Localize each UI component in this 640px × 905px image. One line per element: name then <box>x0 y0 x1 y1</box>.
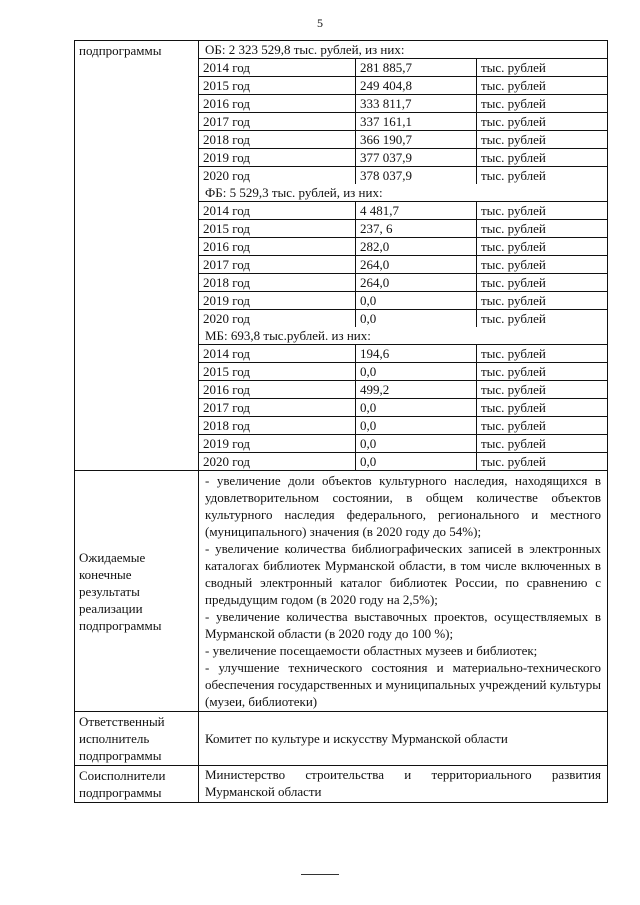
expected-results-label: Ожидаемые конечные результаты реализации подпрограммы <box>75 471 199 712</box>
coexecutors-value: Министерство строительства и территориального развития Мурманской области <box>205 767 601 799</box>
funding-year-row <box>199 113 607 131</box>
amount-cell: 264,0 <box>356 274 477 292</box>
funding-year-row <box>199 417 607 435</box>
amount-cell: 377 037,9 <box>356 149 477 167</box>
amount-cell: 337 161,1 <box>356 113 477 131</box>
funding-year-row <box>199 167 607 185</box>
amount-cell: 264,0 <box>356 256 477 274</box>
coexecutors-label: Соисполнители подпрограммы <box>75 766 199 803</box>
unit-cell: тыс. рублей <box>477 238 608 256</box>
unit-cell: тыс. рублей <box>477 220 608 238</box>
amount-cell: 0,0 <box>356 453 477 471</box>
funding-year-row <box>199 345 607 363</box>
funding-section-title: МБ: 693,8 тыс.рублей. из них: <box>205 328 371 343</box>
unit-cell: тыс. рублей <box>477 363 608 381</box>
page-number: 5 <box>317 16 323 30</box>
amount-cell: 378 037,9 <box>356 167 477 185</box>
year-cell: 2015 год <box>199 77 356 95</box>
funding-years-table <box>199 58 607 184</box>
unit-cell: тыс. рублей <box>477 310 608 328</box>
year-cell: 2015 год <box>199 363 356 381</box>
unit-cell: тыс. рублей <box>477 202 608 220</box>
funding-year-row <box>199 59 607 77</box>
unit-cell: тыс. рублей <box>477 77 608 95</box>
amount-cell: 333 811,7 <box>356 95 477 113</box>
funding-year-row <box>199 131 607 149</box>
amount-cell: 0,0 <box>356 435 477 453</box>
year-cell: 2014 год <box>199 345 356 363</box>
funding-year-row <box>199 310 607 328</box>
unit-cell: тыс. рублей <box>477 274 608 292</box>
expected-result-item: - увеличение количества выставочных проектов, осуществляемых в Мурманской области (в 2020 году до 100 %); <box>205 609 601 641</box>
funding-year-row <box>199 149 607 167</box>
bottom-rule <box>301 874 339 875</box>
funding-years-table <box>199 344 607 470</box>
expected-result-item: - увеличение доли объектов культурного наследия, находящихся в удовлетворительном состоянии, в общем количестве объектов культурного наследия федерального, регионального и местного (муниципального) значения (в 2020 году до 54%); <box>205 473 601 539</box>
year-cell: 2020 год <box>199 167 356 185</box>
amount-cell: 499,2 <box>356 381 477 399</box>
funding-year-row <box>199 274 607 292</box>
unit-cell: тыс. рублей <box>477 167 608 185</box>
year-cell: 2018 год <box>199 274 356 292</box>
funding-sections <box>199 41 607 470</box>
unit-cell: тыс. рублей <box>477 113 608 131</box>
year-cell: 2020 год <box>199 310 356 328</box>
year-cell: 2014 год <box>199 59 356 77</box>
funding-year-row <box>199 381 607 399</box>
coexecutors-row <box>75 766 608 803</box>
year-cell: 2017 год <box>199 113 356 131</box>
year-cell: 2015 год <box>199 220 356 238</box>
funding-year-row <box>199 256 607 274</box>
subprogram-passport-table <box>74 40 608 803</box>
funding-year-row <box>199 202 607 220</box>
funding-cell <box>199 41 608 471</box>
funding-year-row <box>199 238 607 256</box>
amount-cell: 0,0 <box>356 292 477 310</box>
year-cell: 2018 год <box>199 131 356 149</box>
funding-year-row <box>199 399 607 417</box>
amount-cell: 0,0 <box>356 310 477 328</box>
funding-year-row <box>199 363 607 381</box>
funding-years-table <box>199 201 607 327</box>
year-cell: 2017 год <box>199 256 356 274</box>
amount-cell: 282,0 <box>356 238 477 256</box>
expected-result-item: - увеличение посещаемости областных музеев и библиотек; <box>205 643 538 658</box>
year-cell: 2019 год <box>199 149 356 167</box>
expected-results-cell <box>199 471 608 712</box>
funding-year-row <box>199 453 607 471</box>
expected-results-list <box>199 471 607 711</box>
responsible-row <box>75 712 608 766</box>
unit-cell: тыс. рублей <box>477 399 608 417</box>
year-cell: 2019 год <box>199 435 356 453</box>
funding-row <box>75 41 608 471</box>
year-cell: 2016 год <box>199 381 356 399</box>
funding-year-row <box>199 292 607 310</box>
unit-cell: тыс. рублей <box>477 453 608 471</box>
amount-cell: 249 404,8 <box>356 77 477 95</box>
responsible-value: Комитет по культуре и искусству Мурманской области <box>205 731 508 746</box>
amount-cell: 237, 6 <box>356 220 477 238</box>
responsible-cell <box>199 712 608 766</box>
funding-year-row <box>199 220 607 238</box>
expected-result-item: - увеличение количества библиографических записей в электронных каталогах библиотек Мурманской области, в том числе включенных в сводный электронный каталог библиотек России, по сравнению с предыдущим годом (в 2020 году на 2,5%); <box>205 541 601 607</box>
unit-cell: тыс. рублей <box>477 292 608 310</box>
year-cell: 2017 год <box>199 399 356 417</box>
coexecutors-cell <box>199 766 608 803</box>
year-cell: 2016 год <box>199 95 356 113</box>
responsible-label: Ответственный исполнитель подпрограммы <box>75 712 199 766</box>
year-cell: 2016 год <box>199 238 356 256</box>
funding-label: подпрограммы <box>75 41 199 471</box>
unit-cell: тыс. рублей <box>477 345 608 363</box>
funding-section-title: ФБ: 5 529,3 тыс. рублей, из них: <box>205 185 383 200</box>
amount-cell: 281 885,7 <box>356 59 477 77</box>
year-cell: 2014 год <box>199 202 356 220</box>
year-cell: 2020 год <box>199 453 356 471</box>
amount-cell: 0,0 <box>356 363 477 381</box>
unit-cell: тыс. рублей <box>477 149 608 167</box>
funding-year-row <box>199 435 607 453</box>
unit-cell: тыс. рублей <box>477 381 608 399</box>
amount-cell: 4 481,7 <box>356 202 477 220</box>
unit-cell: тыс. рублей <box>477 417 608 435</box>
funding-section-title: ОБ: 2 323 529,8 тыс. рублей, из них: <box>205 42 405 57</box>
unit-cell: тыс. рублей <box>477 435 608 453</box>
year-cell: 2019 год <box>199 292 356 310</box>
unit-cell: тыс. рублей <box>477 95 608 113</box>
funding-year-row <box>199 95 607 113</box>
expected-results-row <box>75 471 608 712</box>
funding-year-row <box>199 77 607 95</box>
unit-cell: тыс. рублей <box>477 256 608 274</box>
expected-result-item: - улучшение технического состояния и материально-технического обеспечения государственных и муниципальных учреждений культуры (музеи, библиотеки) <box>205 660 601 709</box>
amount-cell: 0,0 <box>356 399 477 417</box>
unit-cell: тыс. рублей <box>477 131 608 149</box>
unit-cell: тыс. рублей <box>477 59 608 77</box>
amount-cell: 366 190,7 <box>356 131 477 149</box>
year-cell: 2018 год <box>199 417 356 435</box>
amount-cell: 194,6 <box>356 345 477 363</box>
amount-cell: 0,0 <box>356 417 477 435</box>
